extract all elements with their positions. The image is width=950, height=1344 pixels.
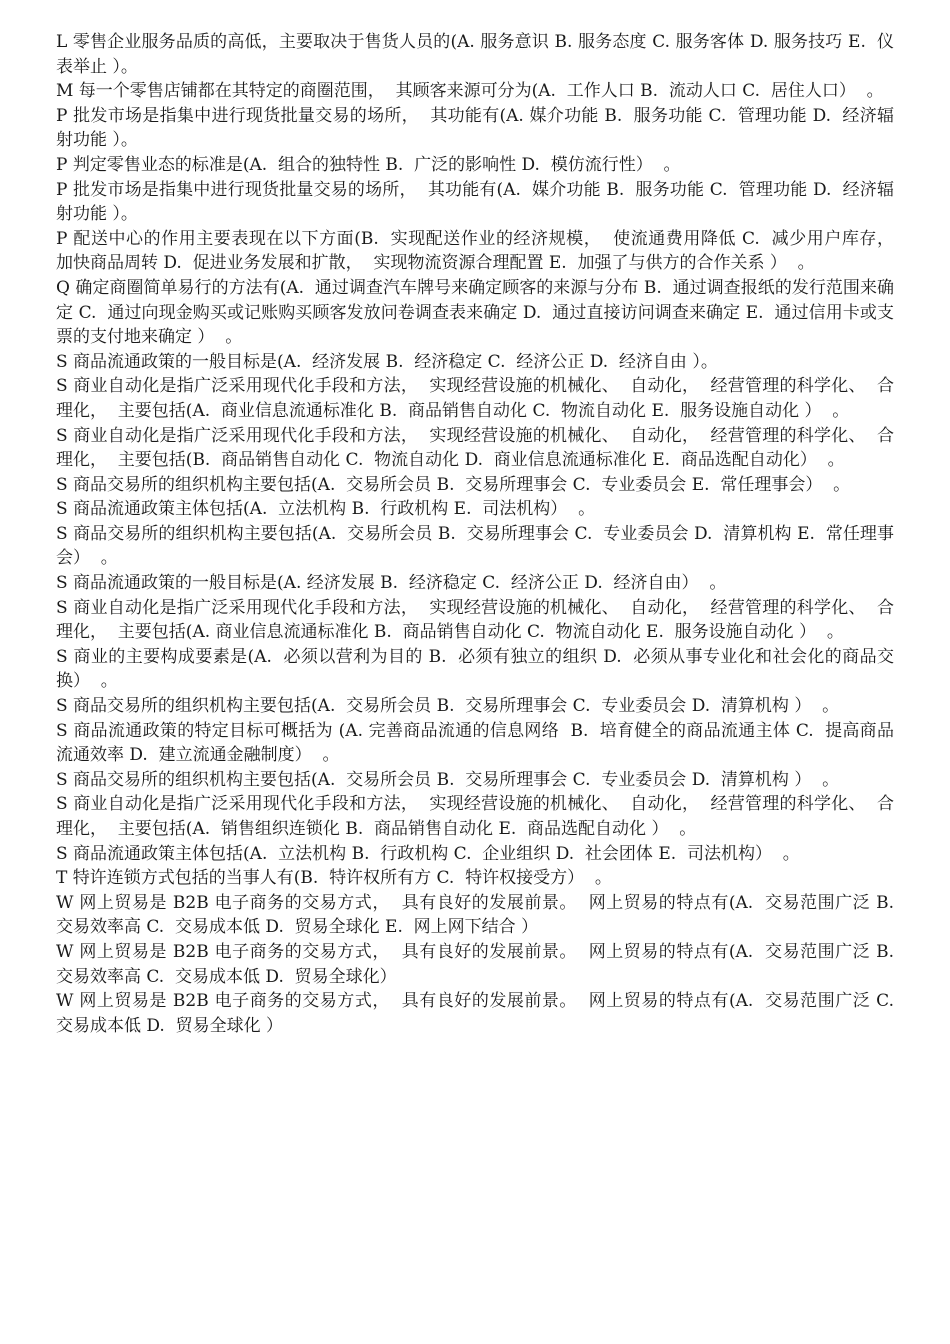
entry-s-policy-subjects: S 商品流通政策主体包括(A. 立法机构 B. 行政机构 E. 司法机构） 。 (56, 499, 596, 520)
entry-s-commerce-automation-2: S 商业自动化是指广泛采用现代化手段和方法， 实现经营设施的机械化、 自动化， 经营管理的科学化、 合理化， 主要包括(B. 商品销售自动化 C. 物流自动化 D. 商业信息流通标准化 E. 商品选配自动化） 。 (56, 425, 894, 471)
entry-s-commerce-automation-4: S 商业自动化是指广泛采用现代化手段和方法， 实现经营设施的机械化、 自动化， 经营管理的科学化、 合理化， 主要包括(A. 销售组织连锁化 B. 商品销售自动化 E. 商品选配自动化 ） 。 (56, 794, 894, 839)
entry-s-commerce-elements: S 商业的主要构成要素是(A. 必须以营利为目的 B. 必须有独立的组织 D. 必须从事专业化和社会化的商品交换） 。 (56, 646, 894, 692)
entry-t-franchise-parties: T 特许连锁方式包括的当事人有(B. 特许权所有方 C. 特许权接受方） 。 (56, 868, 612, 889)
entry-l-retail-service-quality: L 零售企业服务品质的高低，主要取决于售货人员的(A. 服务意识 B. 服务态度 C. 服务客体 D. 服务技巧 E. 仪表举止 ）。 (56, 32, 894, 77)
entry-w-online-trade-2: W 网上贸易是 B2B 电子商务的交易方式， 具有良好的发展前景。 网上贸易的特点有(A. 交易范围广泛 B. 交易效率高 C. 交易成本低 D. 贸易全球化） (56, 941, 905, 987)
entry-s-policy-general-goals-2: S 商品流通政策的一般目标是(A. 经济发展 B. 经济稳定 C. 经济公正 D. 经济自由） 。 (56, 573, 727, 594)
entry-q-trade-area-methods: Q 确定商圈简单易行的方法有(A. 通过调查汽车牌号来确定顾客的来源与分布 B. 通过调查报纸的发行范围来确定 C. 通过向现金购买或记账购买顾客发放问卷调查表来确定 D. 通过直接访问调查来确定 E. 通过信用卡或支票的支付地来确定 ） 。 (56, 277, 894, 348)
entry-m-trade-area-customers: M 每一个零售店铺都在其特定的商圈范围， 其顾客来源可分为(A. 工作人口 B. 流动人口 C. 居住人口） 。 (56, 81, 884, 102)
entry-s-commerce-automation-3: S 商业自动化是指广泛采用现代化手段和方法， 实现经营设施的机械化、 自动化， 经营管理的科学化、 合理化， 主要包括(A. 商业信息流通标准化 B. 商品销售自动化 C. 物流自动化 E. 服务设施自动化 ） 。 (56, 597, 894, 643)
entry-s-commerce-automation: S 商业自动化是指广泛采用现代化手段和方法， 实现经营设施的机械化、 自动化， 经营管理的科学化、 合理化， 主要包括(A. 商业信息流通标准化 B. 商品销售自动化 C. 物流自动化 E. 服务设施自动化 ） 。 (56, 376, 894, 421)
entry-p-wholesale-market-functions-2: P 批发市场是指集中进行现货批量交易的场所， 其功能有(A. 媒介功能 B. 服务功能 C. 管理功能 D. 经济辐射功能 ）。 (56, 179, 894, 225)
entry-w-online-trade-3: W 网上贸易是 B2B 电子商务的交易方式， 具有良好的发展前景。 网上贸易的特点有(A. 交易范围广泛 C. 交易成本低 D. 贸易全球化 ） (56, 991, 905, 1036)
entry-w-online-trade: W 网上贸易是 B2B 电子商务的交易方式， 具有良好的发展前景。 网上贸易的特点有(A. 交易范围广泛 B. 交易效率高 C. 交易成本低 D. 贸易全球化 E. 网上网下结合 ） (56, 892, 905, 938)
entry-s-exchange-organization-4: S 商品交易所的组织机构主要包括(A. 交易所会员 B. 交易所理事会 C. 专业委员会 D. 清算机构 ） 。 (56, 769, 840, 790)
entry-p-retail-format-criteria: P 判定零售业态的标准是(A. 组合的独特性 B. 广泛的影响性 D. 模仿流行性） 。 (56, 154, 681, 175)
entry-p-wholesale-market-functions: P 批发市场是指集中进行现货批量交易的场所， 其功能有(A. 媒介功能 B. 服务功能 C. 管理功能 D. 经济辐射功能 ）。 (56, 105, 894, 151)
entry-s-exchange-organization: S 商品交易所的组织机构主要包括(A. 交易所会员 B. 交易所理事会 C. 专业委员会 E. 常任理事会） 。 (56, 474, 851, 495)
entry-p-distribution-center-role: P 配送中心的作用主要表现在以下方面(B. 实现配送作业的经济规模， 使流通费用降低 C. 减少用户库存， 加快商品周转 D. 促进业务发展和扩散， 实现物流资源合理配置 E. 加强了与供方的合作关系 ） 。 (56, 228, 905, 274)
entry-s-exchange-organization-3: S 商品交易所的组织机构主要包括(A. 交易所会员 B. 交易所理事会 C. 专业委员会 D. 清算机构 ） 。 (56, 696, 840, 717)
entry-s-policy-specific-goals: S 商品流通政策的特定目标可概括为 (A. 完善商品流通的信息网络 B. 培育健全的商品流通主体 C. 提高商品流通效率 D. 建立流通金融制度） 。 (56, 720, 894, 766)
entry-s-policy-general-goals: S 商品流通政策的一般目标是(A. 经济发展 B. 经济稳定 C. 经济公正 D. 经济自由 ）。 (56, 351, 718, 372)
entry-s-exchange-organization-2: S 商品交易所的组织机构主要包括(A. 交易所会员 B. 交易所理事会 C. 专业委员会 D. 清算机构 E. 常任理事会） 。 (56, 523, 894, 569)
entry-s-policy-subjects-2: S 商品流通政策主体包括(A. 立法机构 B. 行政机构 C. 企业组织 D. 社会团体 E. 司法机构） 。 (56, 843, 800, 864)
document-body (56, 30, 905, 1038)
